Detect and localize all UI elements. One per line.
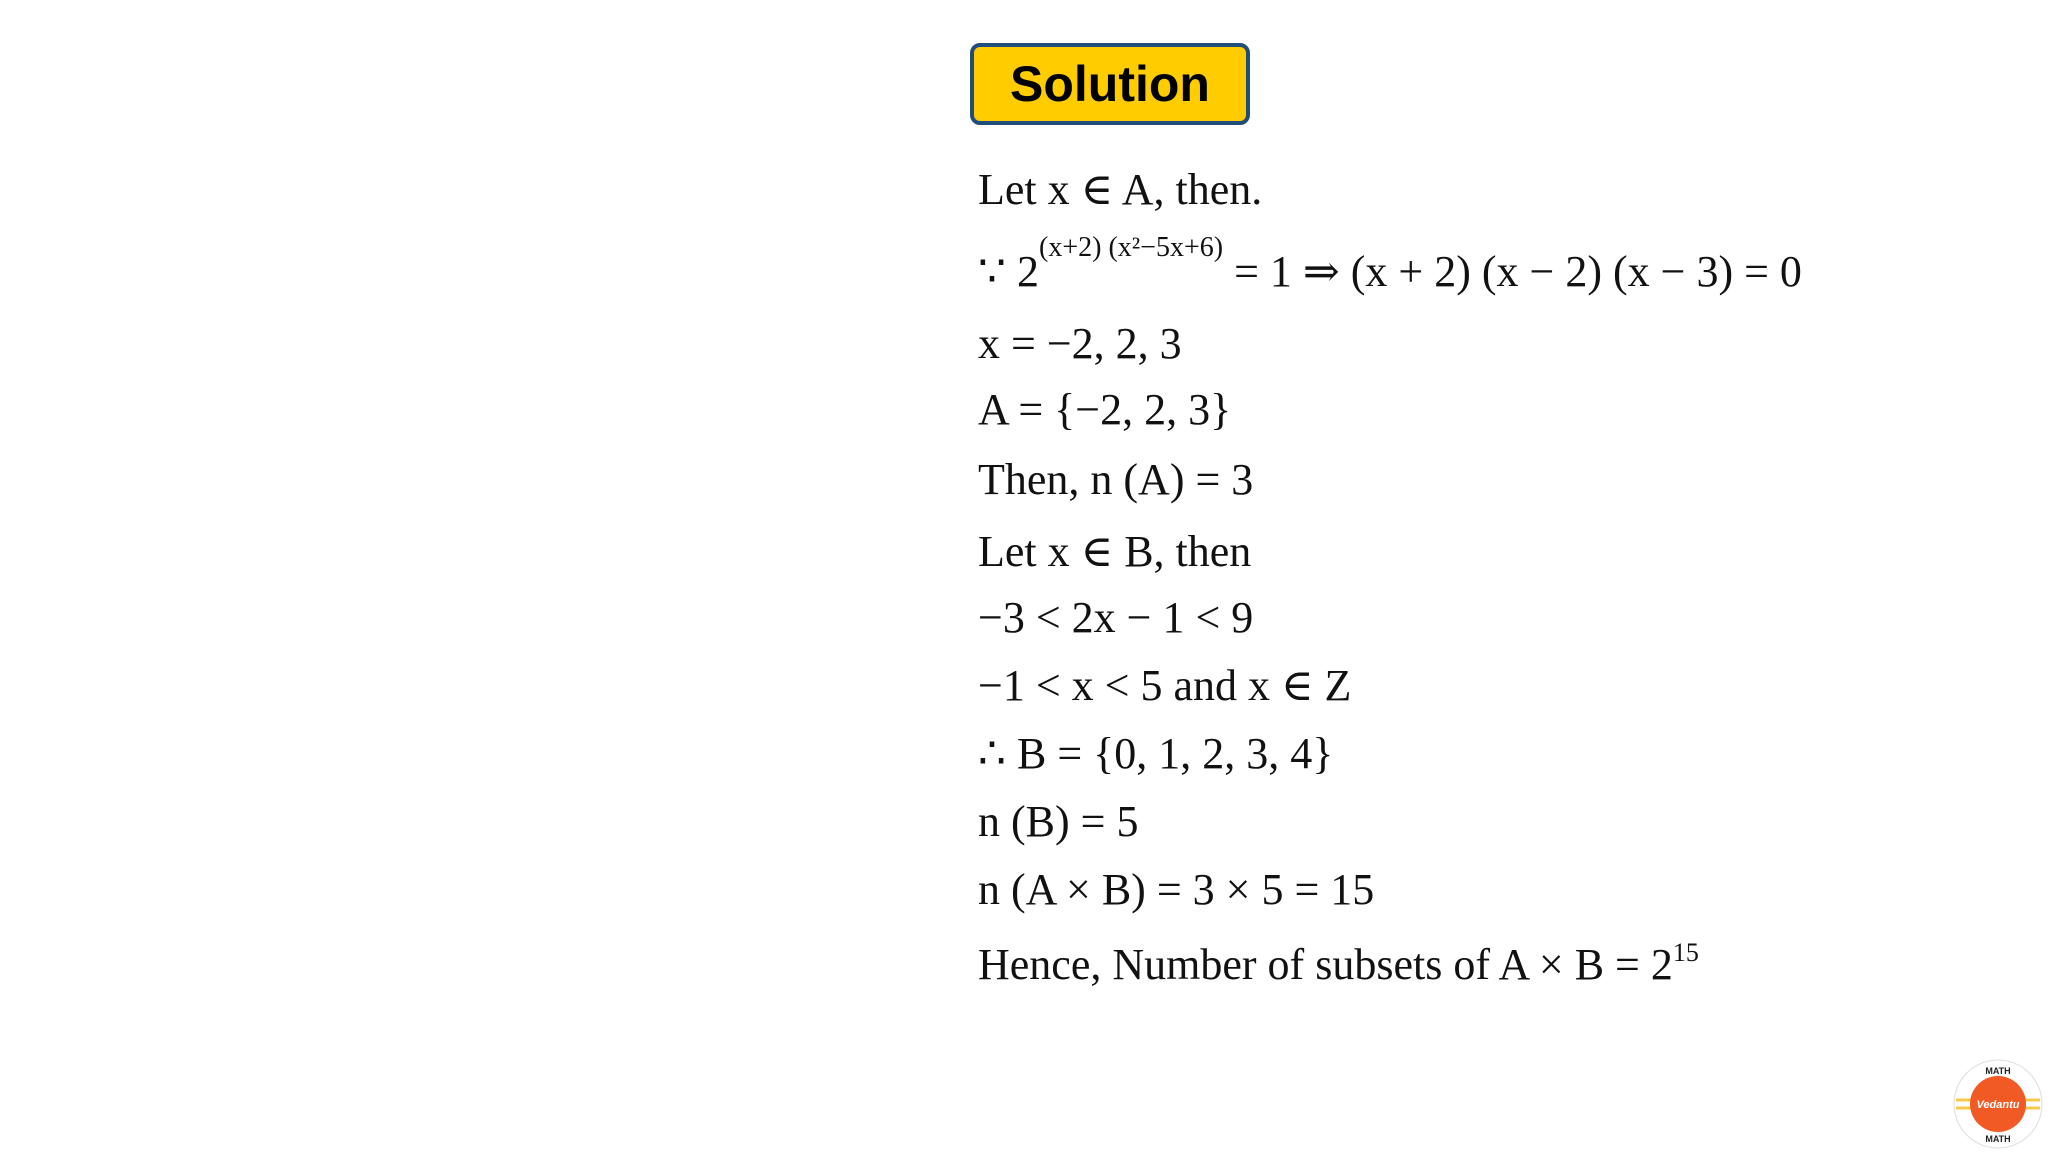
solution-line-8: −1 < x < 5 and x ∈ Z xyxy=(978,661,1352,710)
solution-line-3: x = −2, 2, 3 xyxy=(978,319,1182,368)
solution-line-10: n (B) = 5 xyxy=(978,797,1139,846)
line-12-text: Hence, Number of subsets of A × B = 2 xyxy=(978,940,1673,989)
line-2-exponent: (x+2) (x²−5x+6) xyxy=(1039,232,1224,263)
solution-line-2 xyxy=(978,234,1802,294)
solution-label: Solution xyxy=(1010,56,1210,112)
solution-line-5: Then, n (A) = 3 xyxy=(978,455,1254,504)
solution-line-11: n (A × B) = 3 × 5 = 15 xyxy=(978,865,1375,914)
solution-line-12 xyxy=(978,940,1699,987)
logo-bottom-text: MATH xyxy=(1985,1134,2011,1144)
solution-badge xyxy=(970,43,1250,125)
vedantu-math-logo xyxy=(1952,1058,2044,1150)
solution-line-6: Let x ∈ B, then xyxy=(978,527,1252,576)
solution-line-7: −3 < 2x − 1 < 9 xyxy=(978,593,1254,642)
solution-line-9: ∴ B = {0, 1, 2, 3, 4} xyxy=(978,729,1334,778)
line-2-rest: = 1 ⇒ (x + 2) (x − 2) (x − 3) = 0 xyxy=(1223,247,1802,296)
solution-line-1: Let x ∈ A, then. xyxy=(978,165,1263,214)
line-2-prefix: ∵ 2 xyxy=(978,247,1039,296)
logo-top-text: MATH xyxy=(1985,1066,2011,1076)
logo-center-text: Vedantu xyxy=(1976,1099,2020,1111)
solution-line-4: A = {−2, 2, 3} xyxy=(978,385,1232,434)
line-12-exponent: 15 xyxy=(1672,938,1699,967)
